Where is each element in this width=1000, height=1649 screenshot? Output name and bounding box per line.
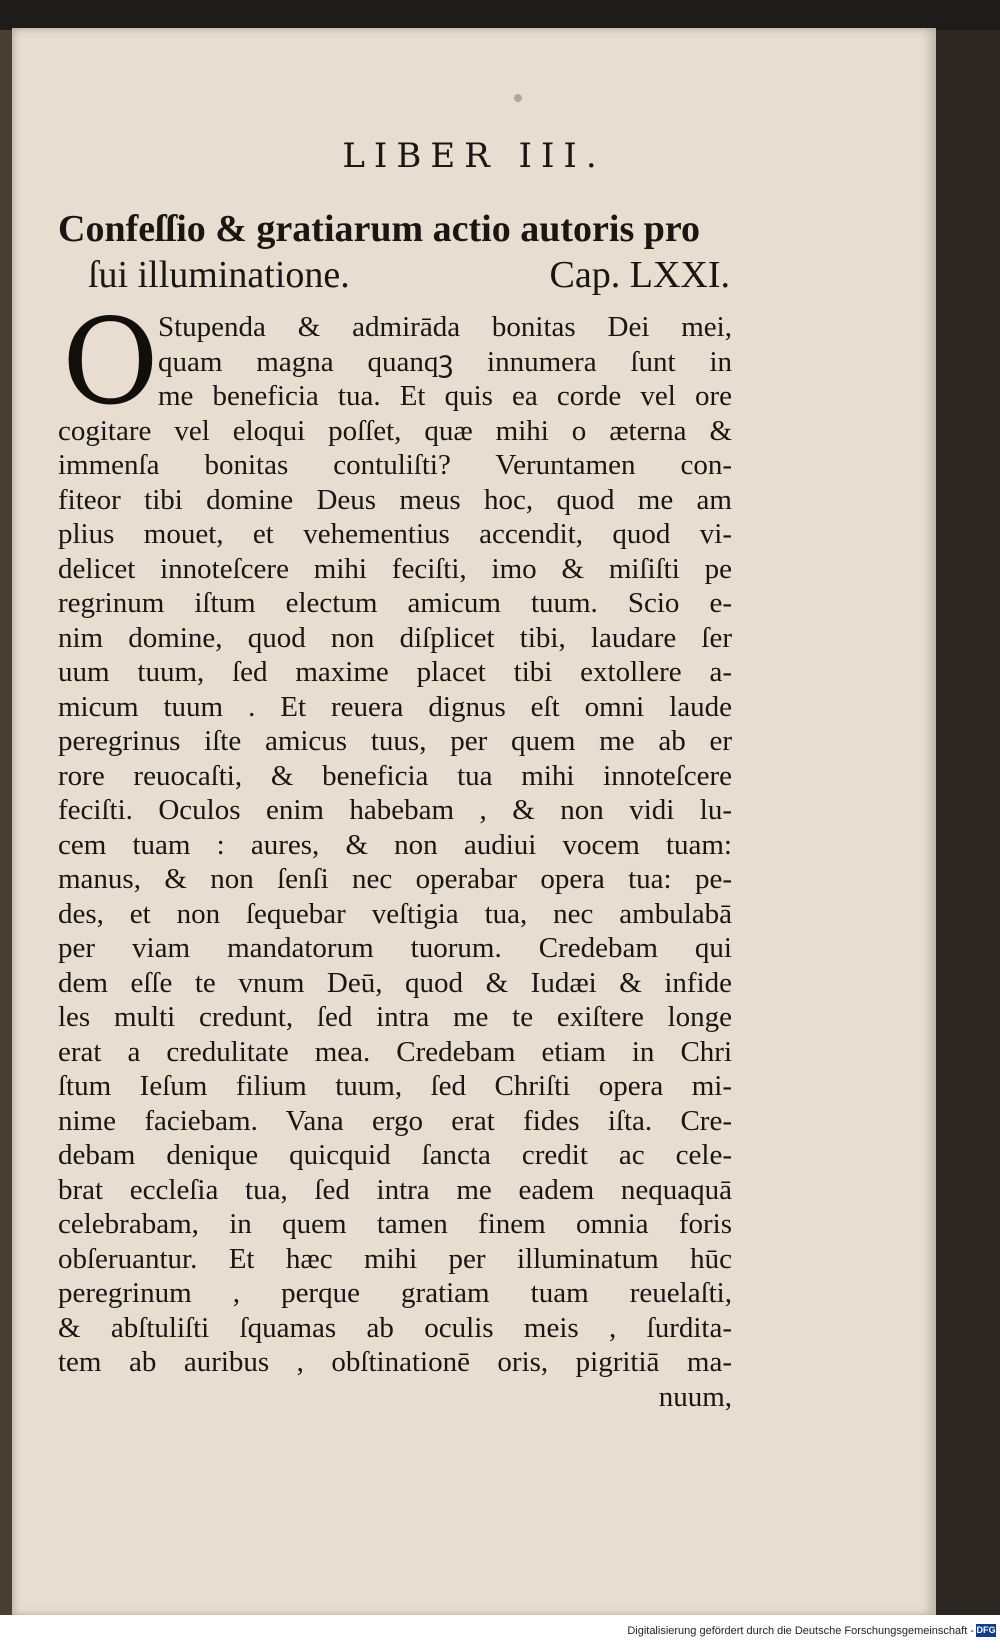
text-line: me beneficia tua. Et quis ea corde vel ore [158, 380, 732, 412]
chapter-title-continuation: ſui illuminatione. [88, 254, 350, 296]
text-line: cogitare vel eloqui poſſet, quæ mihi o æterna & [58, 414, 732, 447]
text-line: fiteor tibi domine Deus meus hoc, quod me am [58, 483, 732, 516]
text-line: erat a credulitate mea. Credebam etiam in Chri [58, 1035, 732, 1068]
text-line: les multi credunt, ſed intra me te exiſtere longe [58, 1001, 732, 1033]
text-line: uum tuum, ſed maxime placet tibi extollere a- [58, 656, 732, 688]
text-line: & abſtuliſti ſquamas ab oculis meis , ſurdita- [58, 1311, 732, 1344]
text-line: celebrabam, in quem tamen finem omnia foris [58, 1208, 732, 1240]
text-line: manus, & non ſenſi nec operabar opera tua: pe- [58, 863, 732, 895]
book-page [12, 28, 936, 1616]
funding-credit: Digitalisierung gefördert durch die Deutsche Forschungsgemeinschaft - [627, 1625, 974, 1637]
chapter-number: Cap. LXXI. [549, 254, 730, 296]
scan-background-right [936, 30, 1000, 1615]
text-line: rore reuocaſti, & beneficia tua mihi innoteſcere [58, 759, 732, 792]
chapter-title-line-2 [58, 252, 732, 298]
text-line: per viam mandatorum tuorum. Credebam qui [58, 932, 732, 964]
text-line: obſeruantur. Et hæc mihi per illuminatum hūc [58, 1242, 732, 1275]
scan-background-left [0, 30, 12, 1615]
text-line: immenſa bonitas contuliſti? Veruntamen con- [58, 449, 732, 481]
text-line: delicet innoteſcere mihi feciſti, imo & miſiſti pe [58, 552, 732, 585]
text-line: debam denique quicquid ſancta credit ac cele- [58, 1139, 732, 1171]
chapter-body [58, 293, 732, 1414]
text-line: dem eſſe te vnum Deū, quod & Iudæi & infide [58, 966, 732, 999]
text-line: plius mouet, et vehementius accendit, quod vi- [58, 518, 732, 550]
dfg-logo: DFG [976, 1625, 996, 1635]
text-line: nim domine, quod non diſplicet tibi, laudare ſer [58, 621, 732, 654]
digitization-footer [0, 1615, 1000, 1649]
text-line: tem ab auribus , obſtinationē oris, pigritiā ma- [58, 1346, 732, 1378]
text-line: ſtum Ieſum filium tuum, ſed Chriſti opera mi- [58, 1070, 732, 1102]
text-line: des, et non ſequebar veſtigia tua, nec ambulabā [58, 897, 732, 930]
text-line: cem tuam : aures, & non audiui vocem tuam: [58, 828, 732, 861]
text-line: nuum, [658, 1380, 732, 1413]
chapter-title-line-1: Confeſſio & gratiarum actio autoris pro [58, 208, 701, 250]
text-line: peregrinus iſte amicus tuus, per quem me ab er [58, 725, 732, 757]
text-column [58, 206, 732, 1414]
text-line: nime faciebam. Vana ergo erat fides iſta. Cre- [58, 1104, 732, 1137]
text-line: Stupenda & admirāda bonitas Dei mei, [158, 311, 732, 343]
text-line: quam magna quanqꝫ innumera ſunt in [158, 345, 732, 378]
page-speck [514, 94, 522, 102]
running-title: LIBER III. [342, 136, 606, 176]
text-line: micum tuum . Et reuera dignus eſt omni laude [58, 690, 732, 723]
scan-background-top [0, 0, 1000, 30]
text-line: peregrinum , perque gratiam tuam reuelaſti, [58, 1277, 732, 1309]
text-line: feciſti. Oculos enim habebam , & non vidi lu- [58, 794, 732, 826]
drop-capital: O [62, 293, 159, 431]
text-line: regrinum iſtum electum amicum tuum. Scio e- [58, 587, 732, 619]
text-line: brat eccleſia tua, ſed intra me eadem nequaquā [58, 1173, 732, 1206]
